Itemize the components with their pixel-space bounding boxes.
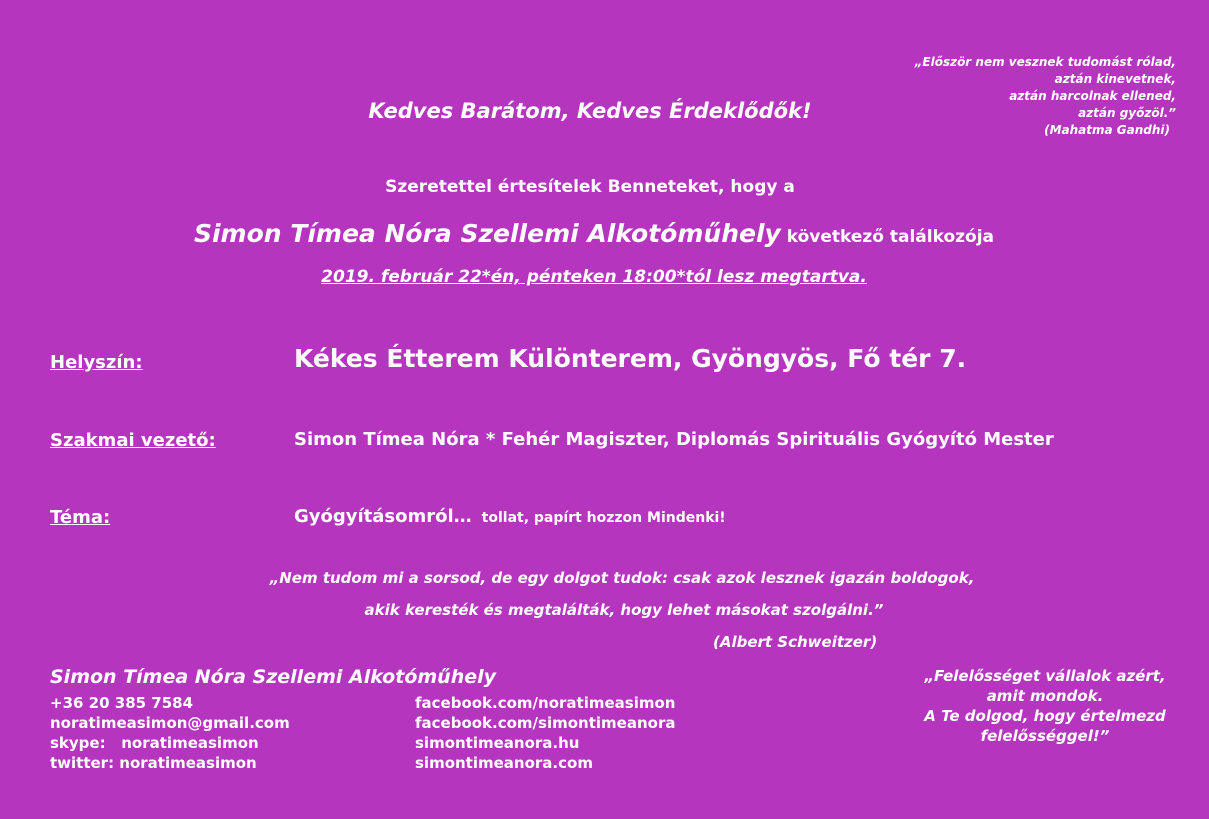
responsibility-quote-line: A Te dolgod, hogy értelmezd (924, 707, 1166, 725)
event-date: 2019. február 22*én, pénteken 18:00*tól lesz megtartva. (321, 267, 867, 287)
gandhi-quote-line: aztán harcolnak ellened, (1009, 89, 1176, 103)
greeting-heading: Kedves Barátom, Kedves Érdeklődők! (368, 99, 812, 123)
website-com: simontimeanora.com (415, 754, 593, 772)
leader-label: Szakmai vezető: (50, 430, 216, 451)
topic-note: tollat, papírt hozzon Mindenki! (481, 510, 726, 526)
gandhi-quote-author: (Mahatma Gandhi) (1044, 123, 1170, 137)
facebook-link-2: facebook.com/simontimeanora (415, 714, 676, 732)
schweitzer-quote-line-2: akik keresték és megtalálták, hogy lehet másokat szolgálni.” (364, 601, 884, 619)
responsibility-quote-line: felelősséggel!” (980, 727, 1110, 745)
gandhi-quote-line: „Először nem vesznek tudomást rólad, (914, 55, 1176, 69)
gandhi-quote-line: aztán győzöl.” (1078, 106, 1176, 120)
facebook-link-1: facebook.com/noratimeasimon (415, 694, 676, 712)
topic-line (294, 506, 726, 527)
footer-organization-name: Simon Tímea Nóra Szellemi Alkotóműhely (50, 666, 497, 688)
responsibility-quote-line: „Felelősséget vállalok azért, (924, 667, 1166, 685)
organization-line (0, 219, 1188, 248)
phone-number: +36 20 385 7584 (50, 694, 194, 712)
venue-value: Kékes Étterem Különterem, Gyöngyös, Fő tér 7. (294, 344, 967, 373)
organization-name: Simon Tímea Nóra Szellemi Alkotóműhely (193, 219, 781, 248)
organization-suffix: következő találkozója (780, 227, 995, 247)
intro-text: Szeretettel értesítelek Benneteket, hogy a (385, 177, 795, 197)
topic-label: Téma: (50, 507, 111, 528)
responsibility-quote (895, 666, 1195, 746)
contact-list-right (415, 693, 675, 773)
topic-value: Gyógyításomról… (294, 506, 472, 527)
contact-list-left (50, 693, 290, 773)
gandhi-quote (915, 54, 1176, 139)
twitter-handle: twitter: noratimeasimon (50, 754, 257, 772)
skype-handle: skype: noratimeasimon (50, 734, 259, 752)
gandhi-quote-line: aztán kinevetnek, (1054, 72, 1176, 86)
venue-label: Helyszín: (50, 352, 143, 373)
leader-value: Simon Tímea Nóra * Fehér Magiszter, Diplomás Spirituális Gyógyító Mester (294, 429, 1054, 450)
schweitzer-quote-line-1: „Nem tudom mi a sorsod, de egy dolgot tudok: csak azok lesznek igazán boldogok, (269, 569, 975, 587)
schweitzer-quote-author: (Albert Schweitzer) (713, 633, 878, 651)
responsibility-quote-line: amit mondok. (986, 687, 1104, 705)
email-address: noratimeasimon@gmail.com (50, 714, 290, 732)
website-hu: simontimeanora.hu (415, 734, 580, 752)
